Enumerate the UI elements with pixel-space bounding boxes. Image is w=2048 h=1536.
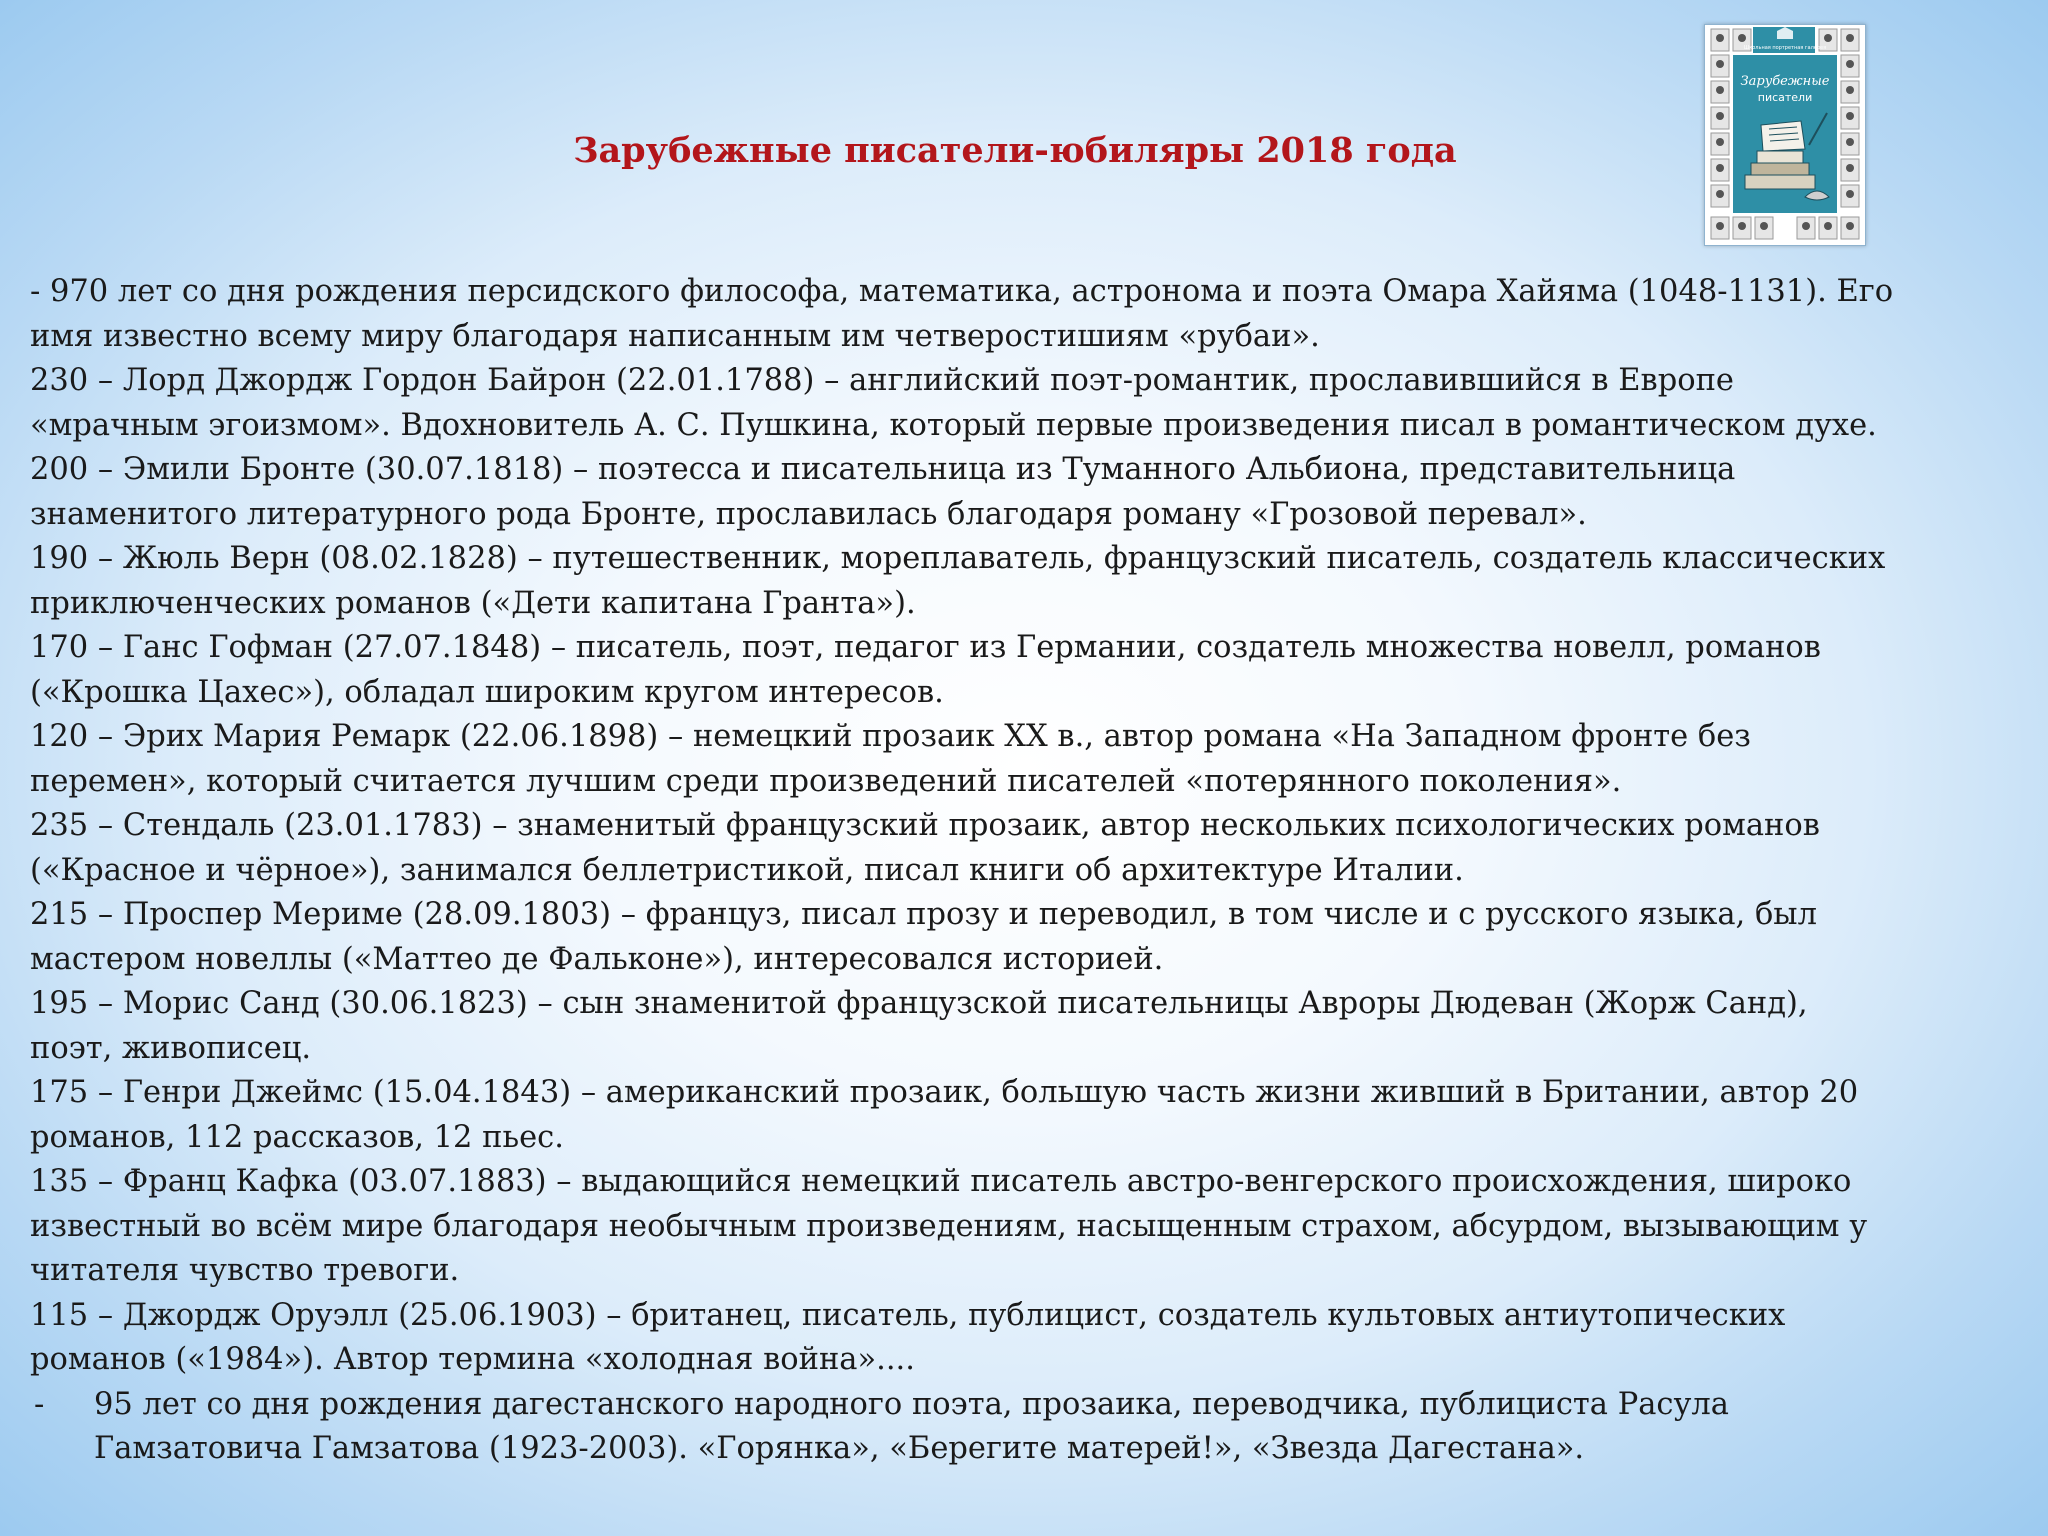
bullet-text: 95 лет со дня рождения дагестанского народного поэта, прозаика, переводчика, публициста Расула xyxy=(94,1386,1729,1422)
text-line: 230 – Лорд Джордж Гордон Байрон (22.01.1788) – английский поэт-романтик, прославившийся в Европе xyxy=(30,363,1734,398)
text-line: 135 – Франц Кафка (03.07.1883) – выдающийся немецкий писатель австро-венгерского происхождения, широко xyxy=(30,1164,1852,1199)
text-line: поэт, живописец. xyxy=(30,1030,312,1066)
svg-text:писатели: писатели xyxy=(1757,91,1813,104)
text-line: имя известно всему миру благодаря написанным им четверостишиям «рубаи». xyxy=(30,318,1320,354)
bullet-item-continuation xyxy=(30,1427,2020,1472)
slide-title: Зарубежные писатели-юбиляры 2018 года xyxy=(573,130,1457,171)
text-line: «мрачным эгоизмом». Вдохновитель А. С. Пушкина, который первые произведения писал в романтическом духе. xyxy=(30,407,1877,443)
text-line: 170 – Ганс Гофман (27.07.1848) – писатель, поэт, педагог из Германии, создатель множества новелл, романов xyxy=(30,630,1821,665)
svg-text:Школьная портретная галерея: Школьная портретная галерея xyxy=(1743,45,1827,51)
text-line: приключенческих романов («Дети капитана Гранта»). xyxy=(30,585,916,621)
text-line: знаменитого литературного рода Бронте, прославилась благодаря роману «Грозовой перевал». xyxy=(30,496,1587,532)
text-line: мастером новеллы («Маттео де Фальконе»), интересовался историей. xyxy=(30,941,1164,977)
text-line: читателя чувство тревоги. xyxy=(30,1253,460,1288)
text-line: 235 – Стендаль (23.01.1783) – знаменитый французский прозаик, автор нескольких психологических романов xyxy=(30,808,1820,843)
text-line: 190 – Жюль Верн (08.02.1828) – путешественник, мореплаватель, французский писатель, создатель классических xyxy=(30,541,1886,576)
text-line: известный во всём мире благодаря необычным произведениям, насыщенным страхом, абсурдом, вызывающим у xyxy=(30,1208,1868,1244)
anniversaries-text xyxy=(30,270,2020,1472)
book-cover-image xyxy=(1704,24,1866,246)
text-line: 115 – Джордж Оруэлл (25.06.1903) – британец, писатель, публицист, создатель культовых антиутопических xyxy=(30,1297,1786,1333)
text-line: («Крошка Цахес»), обладал широким кругом интересов. xyxy=(30,674,944,710)
bullet-dash: - xyxy=(34,1386,45,1422)
text-line: 175 – Генри Джеймс (15.04.1843) – американский прозаик, большую часть жизни живший в Британии, автор 20 xyxy=(30,1075,1859,1110)
text-line: 200 – Эмили Бронте (30.07.1818) – поэтесса и писательница из Туманного Альбиона, представительница xyxy=(30,452,1736,487)
text-line: перемен», который считается лучшим среди произведений писателей «потерянного поколения». xyxy=(30,763,1622,799)
svg-text:Зарубежные: Зарубежные xyxy=(1740,74,1830,89)
text-line: романов («1984»). Автор термина «холодная война».... xyxy=(30,1342,915,1377)
bullet-item-gamzatov xyxy=(30,1383,2020,1428)
text-line: романов, 112 рассказов, 12 пьес. xyxy=(30,1119,564,1155)
text-line: 195 – Морис Санд (30.06.1823) – сын знаменитой французской писательницы Авроры Дюдеван (Жорж Санд), xyxy=(30,986,1808,1021)
text-line: - 970 лет со дня рождения персидского философа, математика, астронома и поэта Омара Хайяма (1048-1131). Его xyxy=(30,274,1894,309)
text-line: 215 – Проспер Мериме (28.09.1803) – француз, писал прозу и переводил, в том числе и с русского языка, был xyxy=(30,897,1817,932)
text-line: 120 – Эрих Мария Ремарк (22.06.1898) – немецкий прозаик XX в., автор романа «На Западном фронте без xyxy=(30,719,1751,754)
text-line: («Красное и чёрное»), занимался беллетристикой, писал книги об архитектуре Италии. xyxy=(30,852,1464,888)
bullet-text: Гамзатовича Гамзатова (1923-2003). «Горянка», «Берегите матерей!», «Звезда Дагестана». xyxy=(94,1431,1585,1466)
